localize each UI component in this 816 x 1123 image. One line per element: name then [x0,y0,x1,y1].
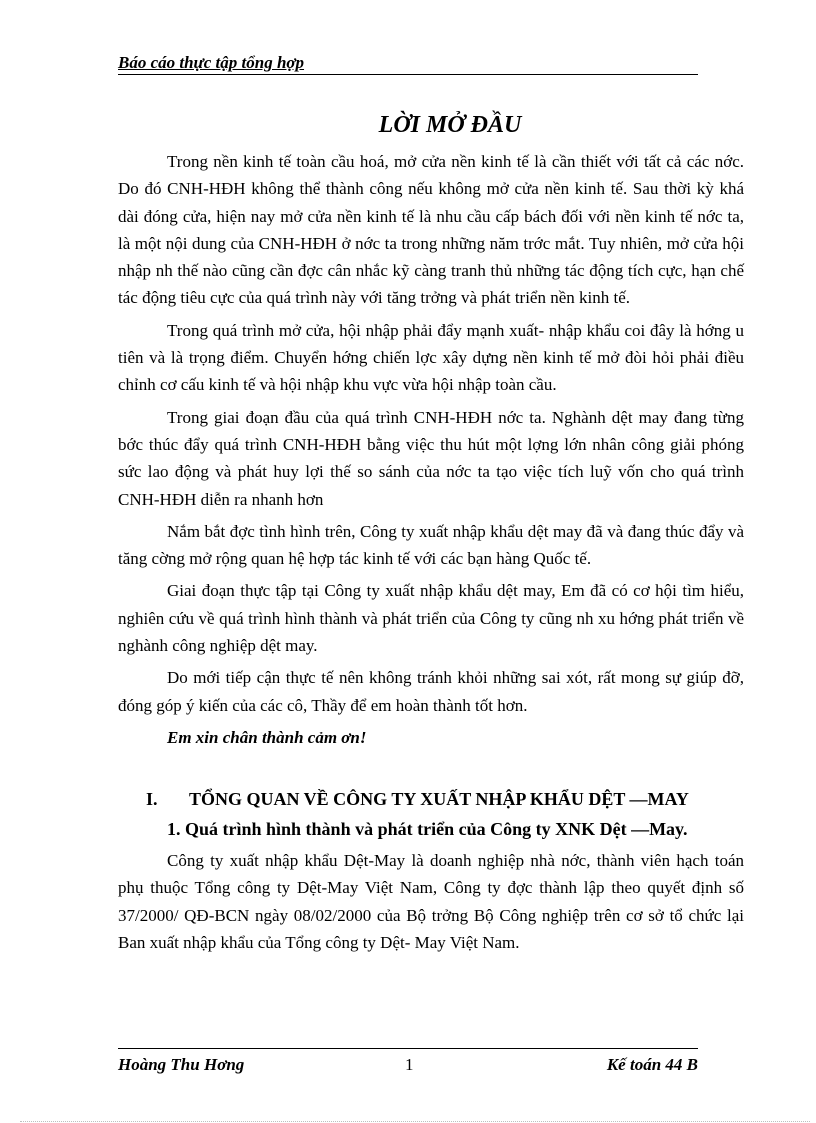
page-footer [118,1048,698,1083]
paragraph: Giai đoạn thực tập tại Công ty xuất nhập khẩu dệt may, Em đã có cơ hội tìm hiểu, nghiên cứu về quá trình hình thành và phát triển của Công ty cũng nh xu hớng phát triển về nghành công nghiệp dệt may. [118,581,744,656]
section-heading [118,785,744,813]
page-header [118,52,698,75]
footer-author: Hoàng Thu Hơng [118,1055,245,1074]
section-title: TỔNG QUAN VỀ CÔNG TY XUẤT NHẬP KHẨU DỆT —MAY [189,788,689,809]
section-number: I. [146,788,158,809]
section-paragraph: Công ty xuất nhập khẩu Dệt-May là doanh nghiệp nhà nớc, thành viên hạch toán phụ thuộc Tổng công ty Dệt-May Việt Nam, Công ty đợc thành lập theo quyết định số 37/2000/ QĐ-BCN ngày 08/02/2000 của Bộ trởng Bộ Công nghiệp trên cơ sở tổ chức lại Ban xuất nhập khẩu của Tổng công ty Dệt- May Việt Nam. [118,850,744,952]
page-edge-line [20,1121,810,1122]
paragraph: Trong quá trình mở cửa, hội nhập phải đẩy mạnh xuất- nhập khẩu coi đây là hớng u tiên và là trọng điểm. Chuyển hớng chiến lợc xây dựng nền kinh tế mở đòi hỏi phải điều chỉnh cơ cấu kinh tế và hội nhập khu vực vừa hội nhập toàn cầu. [118,320,744,395]
thanks-line: Em xin chân thành cảm ơn! [167,727,367,747]
paragraph: Do mới tiếp cận thực tế nên không tránh khỏi những sai xót, rất mong sự giúp đỡ, đóng góp ý kiến của các cô, Thầy để em hoàn thành tốt hơn. [118,668,744,715]
document-body [118,148,744,961]
paragraph: Trong nền kinh tế toàn cầu hoá, mở cửa nền kinh tế là cần thiết với tất cả các nớc. Do đó CNH-HĐH không thể thành công nếu không mở cửa nền kinh tế. Sau thời kỳ khá dài đóng cửa, hiện nay mở cửa nền kinh tế là nhu cầu cấp bách đối với nền kinh tế nớc ta, là một nội dung của CNH-HĐH ở nớc ta trong những năm trớc mắt. Tuy nhiên, mở cửa hội nhập nh thế nào cũng cần đợc cân nhắc kỹ càng tranh thủ những tác động tích cực, hạn chế tác động tiêu cực của quá trình này với tăng trởng và phát triển nền kinh tế. [118,152,744,308]
footer-class: Kế toán 44 B [606,1055,698,1074]
document-title: LỜI MỞ ĐẦU [378,112,522,138]
header-title: Báo cáo thực tập tổng hợp [118,53,305,72]
subsection-heading: 1. Quá trình hình thành và phát triển của Công ty XNK Dệt —May. [167,818,688,839]
page-number: 1 [405,1055,414,1074]
paragraph: Nắm bắt đợc tình hình trên, Công ty xuất nhập khẩu dệt may đã và đang thúc đẩy và tăng cờng mở rộng quan hệ hợp tác kinh tế với các bạn hàng Quốc tế. [118,521,744,569]
paragraph: Trong giai đoạn đầu của quá trình CNH-HĐH nớc ta. Nghành dệt may đang từng bớc thúc đẩy quá trình CNH-HĐH bằng việc thu hút một lợng lớn nhân công giải phóng sức lao động và phát huy lợi thế so sánh của nớc ta tạo việc tích luỹ vốn cho quá trình CNH-HĐH diễn ra nhanh hơn [118,407,744,509]
